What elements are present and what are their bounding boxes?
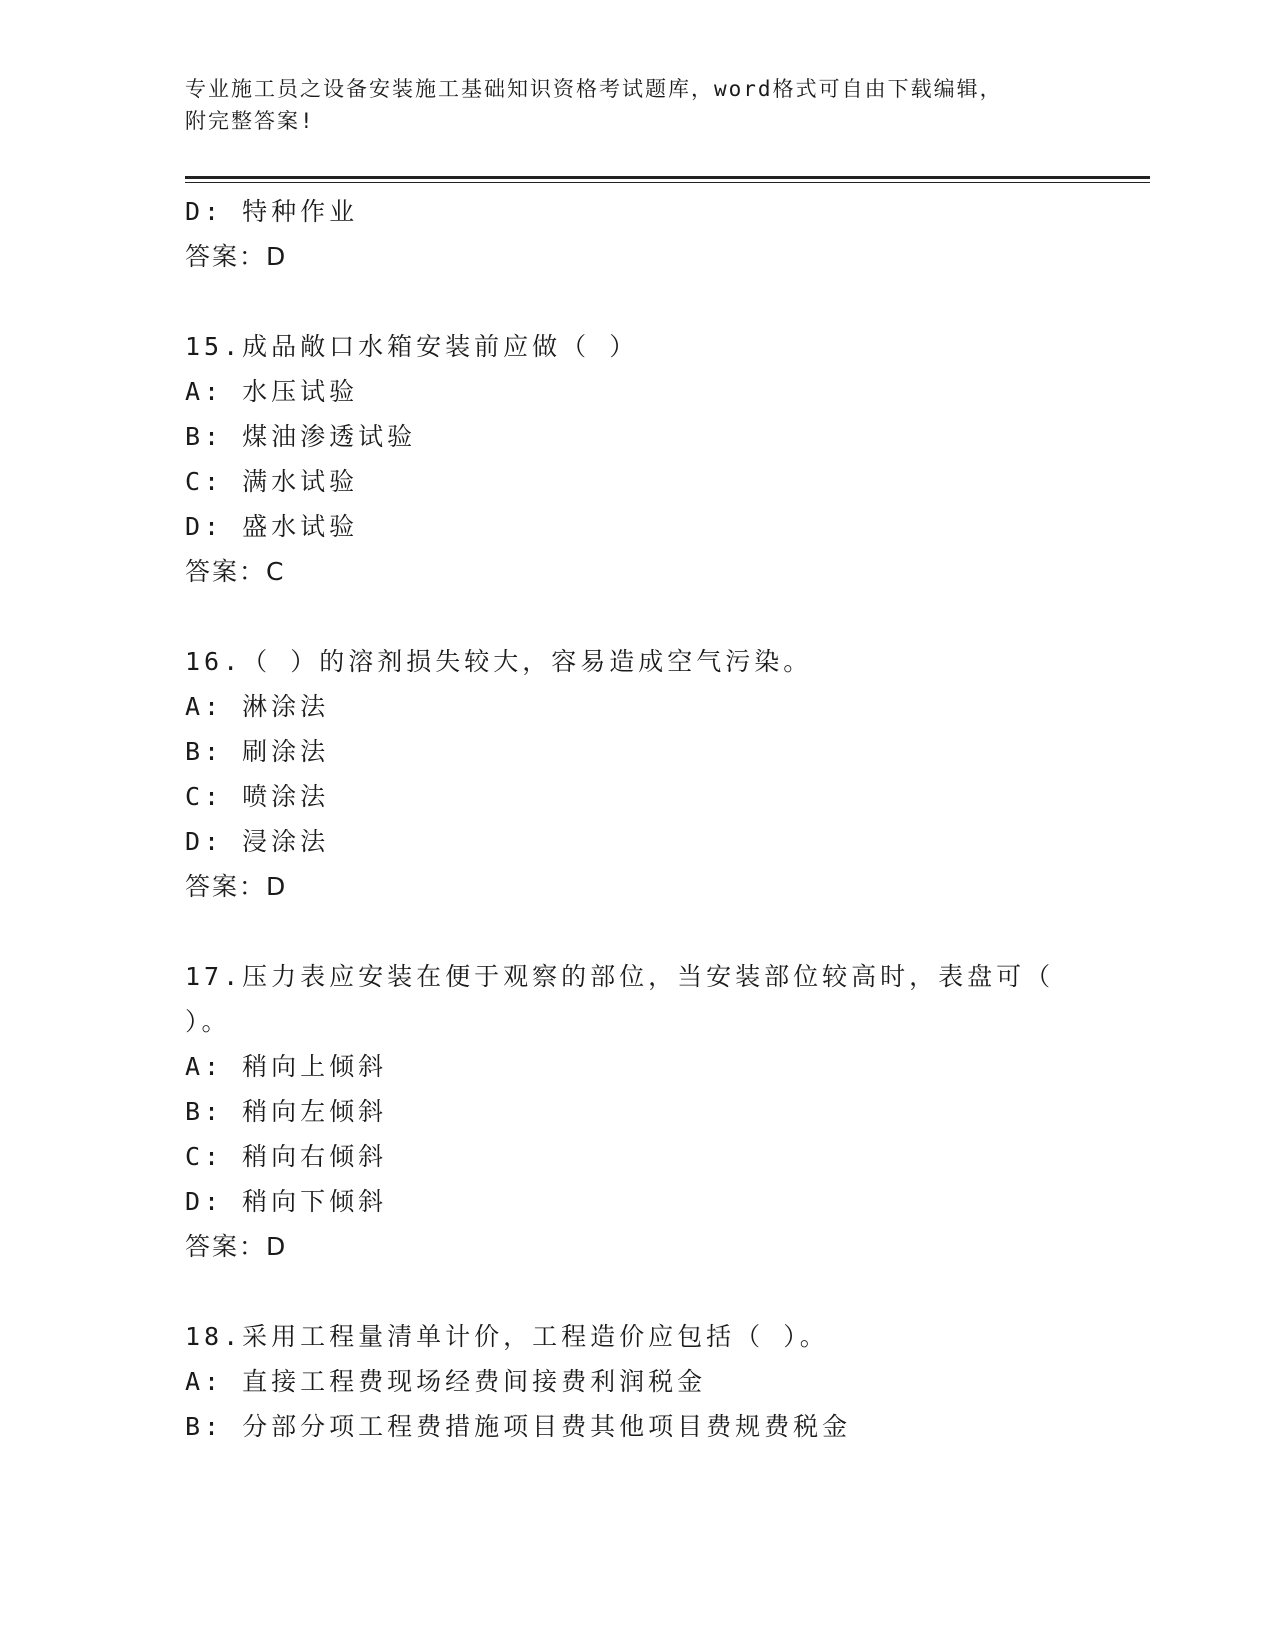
question-stem: 18.采用工程量清单计价，工程造价应包括（ ）。 bbox=[185, 1322, 829, 1351]
answer: 答案：D bbox=[185, 1232, 288, 1261]
option-a: A: 水压试验 bbox=[185, 377, 359, 406]
option-b: B: 刷涂法 bbox=[185, 737, 330, 766]
option-c: C: 满水试验 bbox=[185, 467, 359, 496]
spacer bbox=[185, 279, 1085, 324]
option-d: D: 稍向下倾斜 bbox=[185, 1187, 388, 1216]
question-17 bbox=[185, 954, 1085, 1269]
option-d: D: 特种作业 bbox=[185, 197, 359, 226]
question-16 bbox=[185, 639, 1085, 909]
question-stem: 17.压力表应安装在便于观察的部位，当安装部位较高时，表盘可（ bbox=[185, 962, 1055, 991]
option-b: B: 分部分项工程费措施项目费其他项目费规费税金 bbox=[185, 1412, 852, 1441]
question-15 bbox=[185, 324, 1085, 594]
answer: 答案：D bbox=[185, 872, 288, 901]
header-divider-thick bbox=[185, 176, 1150, 179]
header-line-2: 附完整答案! bbox=[185, 109, 315, 133]
question-list bbox=[185, 189, 1085, 1449]
answer: 答案：C bbox=[185, 557, 286, 586]
header-line-1: 专业施工员之设备安装施工基础知识资格考试题库，word格式可自由下载编辑， bbox=[185, 77, 1003, 101]
question-stem: 15.成品敞口水箱安装前应做（ ） bbox=[185, 332, 639, 361]
spacer bbox=[185, 909, 1085, 954]
option-a: A: 稍向上倾斜 bbox=[185, 1052, 388, 1081]
option-b: B: 煤油渗透试验 bbox=[185, 422, 417, 451]
question-18 bbox=[185, 1314, 1085, 1449]
question-stem-continuation: ）。 bbox=[185, 1007, 231, 1036]
document-header bbox=[185, 73, 1065, 137]
answer: 答案：D bbox=[185, 242, 288, 271]
option-c: C: 稍向右倾斜 bbox=[185, 1142, 388, 1171]
option-b: B: 稍向左倾斜 bbox=[185, 1097, 388, 1126]
header-divider-thin bbox=[185, 182, 1150, 183]
option-a: A: 淋涂法 bbox=[185, 692, 330, 721]
spacer bbox=[185, 594, 1085, 639]
option-d: D: 盛水试验 bbox=[185, 512, 359, 541]
question-stem: 16.（ ）的溶剂损失较大，容易造成空气污染。 bbox=[185, 647, 813, 676]
option-c: C: 喷涂法 bbox=[185, 782, 330, 811]
option-d: D: 浸涂法 bbox=[185, 827, 330, 856]
spacer bbox=[185, 1269, 1085, 1314]
option-a: A: 直接工程费现场经费间接费利润税金 bbox=[185, 1367, 707, 1396]
question-14-fragment bbox=[185, 189, 1085, 279]
